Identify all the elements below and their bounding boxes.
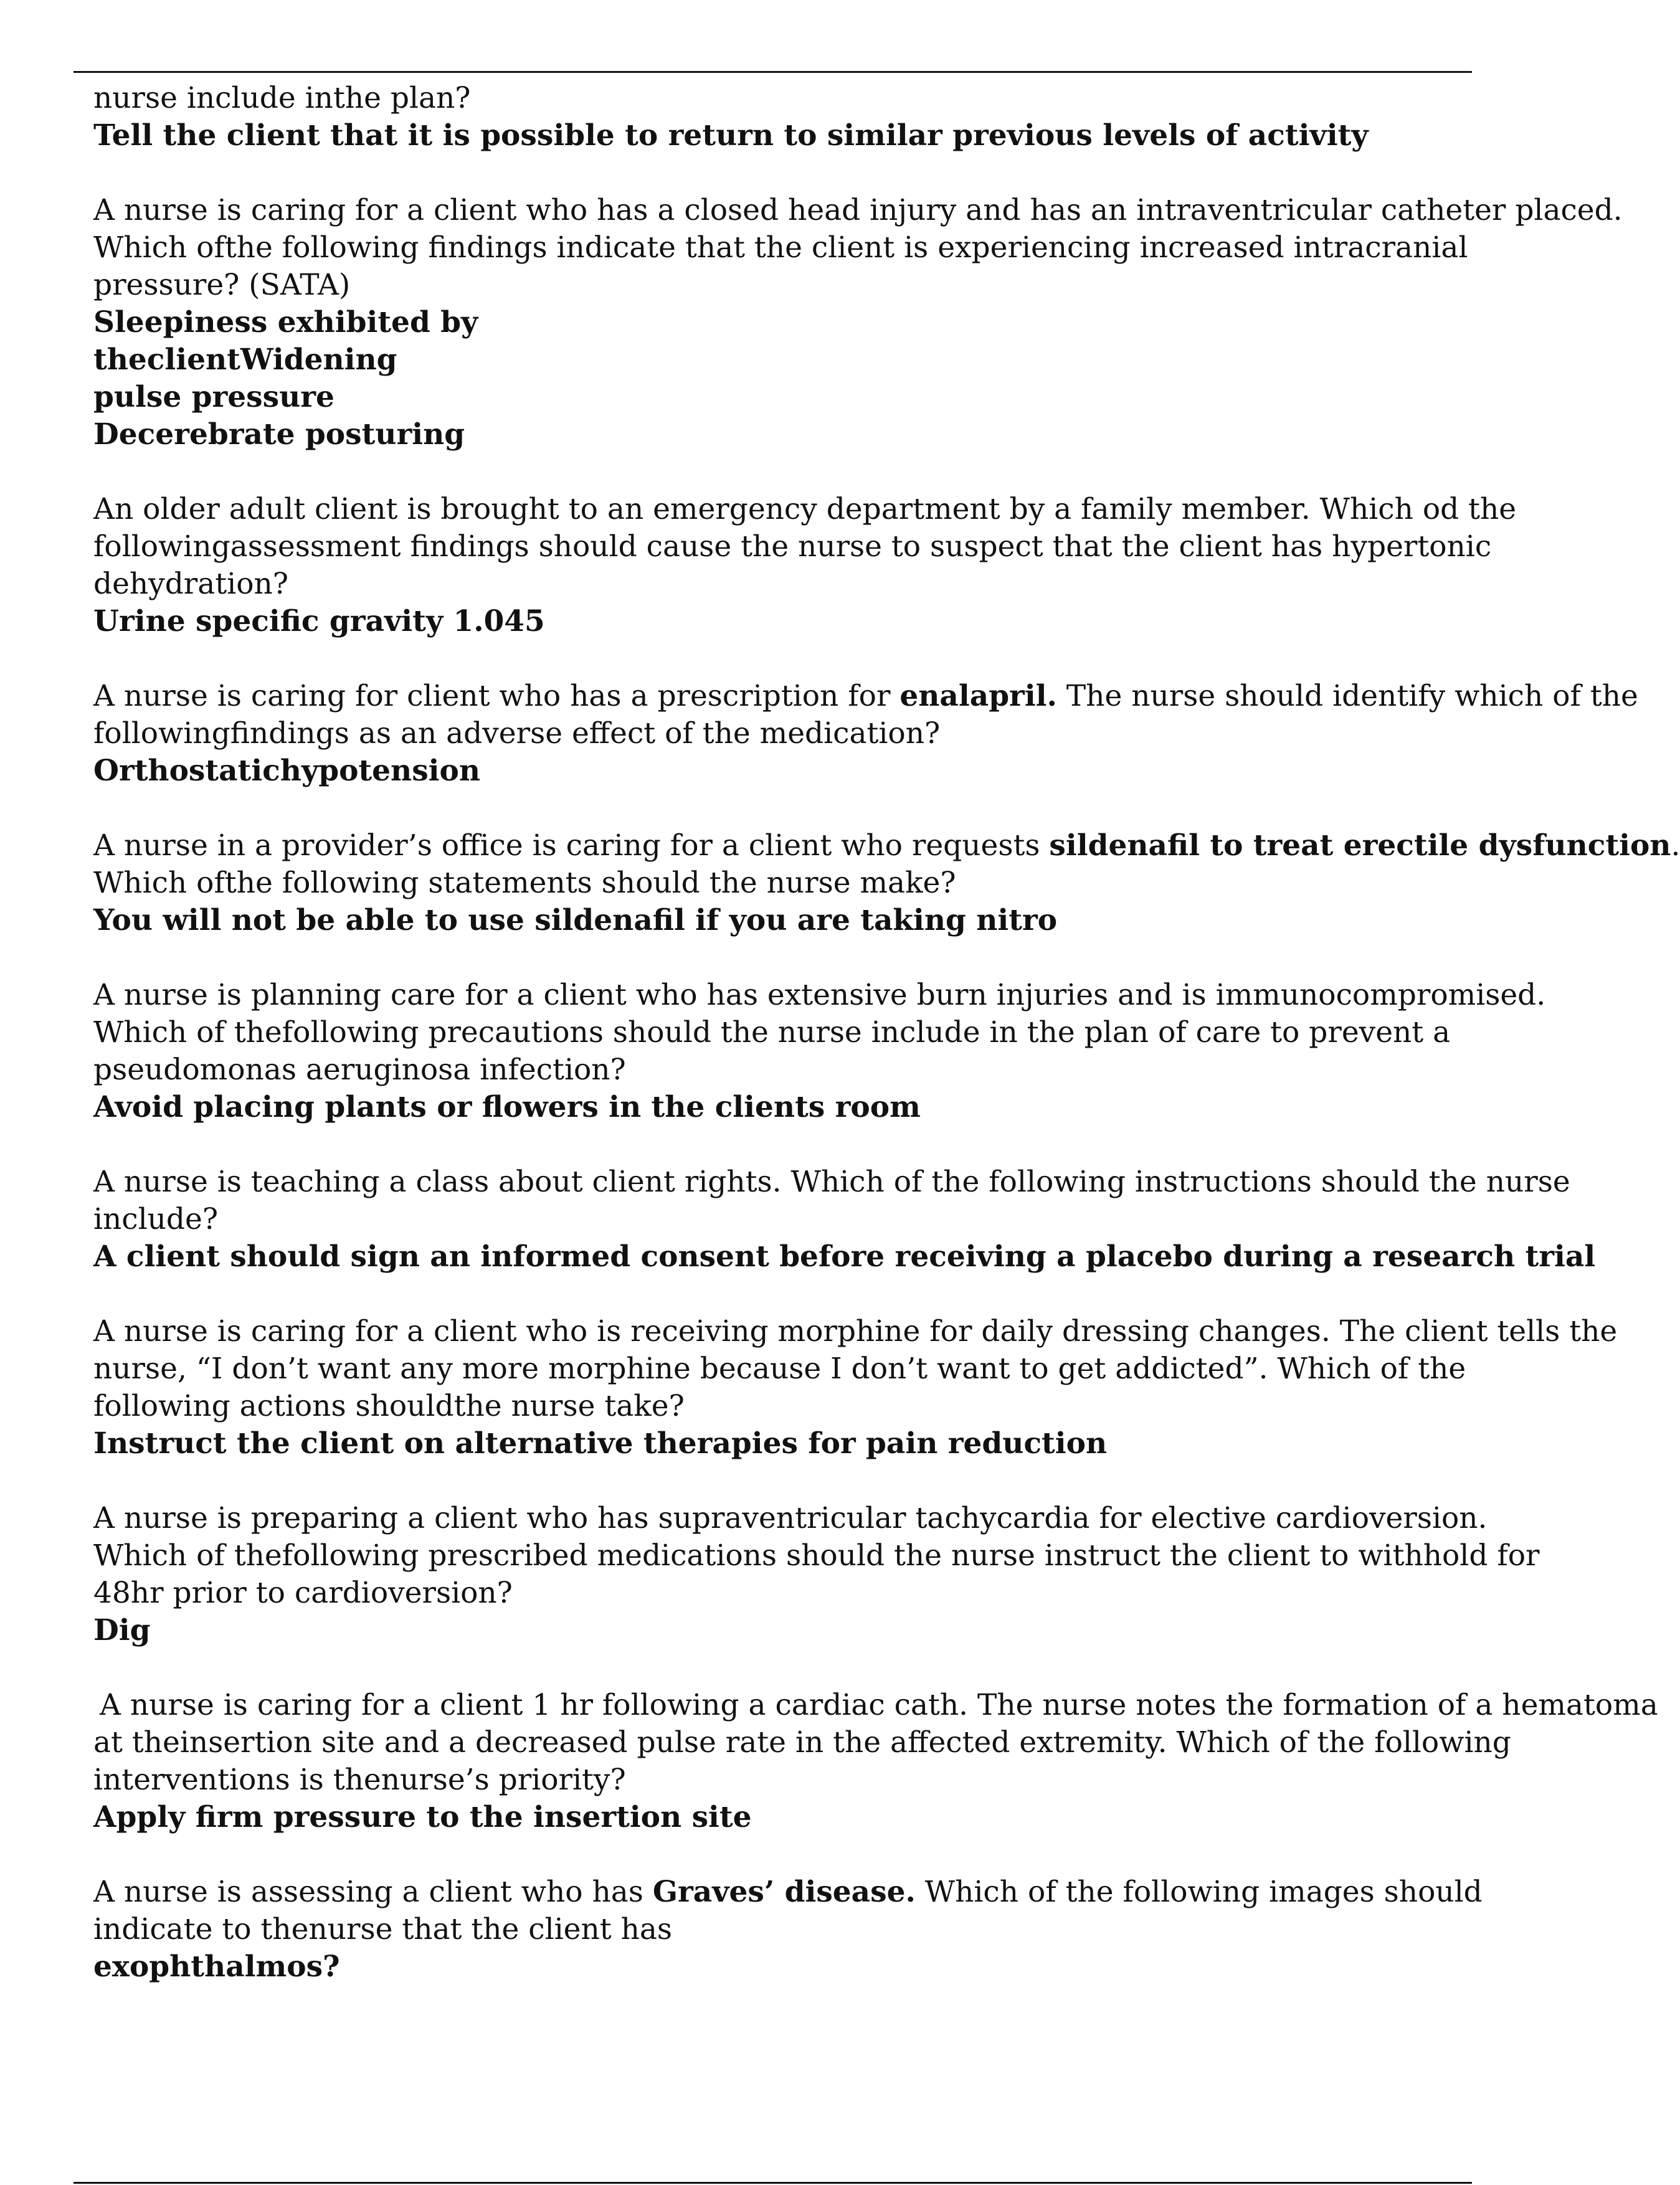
question-segment: The nurse should identify which of the (1056, 679, 1638, 713)
answer-text: Apply firm pressure to the insertion site (93, 1800, 752, 1834)
qa-block (93, 192, 1623, 453)
answer-text: Sleepiness exhibited by (93, 305, 478, 339)
qa-block (93, 1874, 1507, 1986)
qa-block (93, 827, 1680, 939)
answer-text: theclientWidening (93, 343, 397, 377)
question-text: Which of thefollowing precautions should the nurse include in the plan of care to prevent a (93, 1015, 1451, 1050)
question-text (93, 1874, 1507, 1911)
question-segment: Which of the following images should (915, 1875, 1483, 1909)
qa-block (93, 977, 1546, 1126)
drug-name: sildenafil to treat erectile dysfunction (1049, 828, 1671, 863)
question-text: followingassessment findings should cause the nurse to suspect that the client has hypertonic (93, 529, 1492, 564)
answer-text: Decerebrate posturing (93, 417, 465, 452)
question-text: 48hr prior to cardioversion? (93, 1576, 513, 1610)
qa-block (93, 491, 1517, 640)
disease-name: Graves’ disease. (652, 1875, 916, 1909)
question-text: A nurse is planning care for a client who has extensive burn injuries and is immunocompromised. (93, 978, 1546, 1012)
answer-text: Avoid placing plants or flowers in the clients room (93, 1090, 921, 1124)
question-text: dehydration? (93, 567, 288, 601)
qa-block (93, 1500, 1540, 1649)
question-text: An older adult client is brought to an emergency department by a family member. Which od the (93, 492, 1517, 526)
question-text: interventions is thenurse’s priority? (93, 1763, 626, 1797)
question-text: nurse include inthe plan? (93, 81, 471, 115)
question-text: A nurse is caring for a client 1 hr following a cardiac cath. The nurse notes the formation of a hematoma (100, 1688, 1658, 1722)
question-text: A nurse is teaching a class about client rights. Which of the following instructions should the nurse (93, 1165, 1570, 1199)
header-rule (74, 71, 1472, 73)
question-text: pseudomonas aeruginosa infection? (93, 1053, 626, 1087)
question-segment: A nurse in a provider’s office is caring for a client who requests (93, 828, 1050, 863)
qa-block (93, 1687, 1658, 1836)
qa-block (93, 678, 1638, 790)
answer-text: Tell the client that it is possible to return to similar previous levels of activity (93, 118, 1369, 153)
question-text: A nurse is caring for a client who has a closed head injury and has an intraventricular catheter placed. (93, 193, 1623, 227)
question-text: indicate to thenurse that the client has (93, 1912, 673, 1946)
answer-text: A client should sign an informed consent before receiving a placebo during a research trial (93, 1239, 1596, 1274)
answer-text: Dig (93, 1613, 151, 1647)
question-text: Which of thefollowing prescribed medications should the nurse instruct the client to withhold for (93, 1538, 1540, 1573)
question-text: at theinsertion site and a decreased pulse rate in the affected extremity. Which of the following (93, 1725, 1511, 1760)
qa-block (93, 1313, 1618, 1462)
qa-block (93, 1164, 1596, 1276)
question-segment: . (1671, 828, 1680, 863)
answer-text: You will not be able to use sildenafil if you are taking nitro (93, 903, 1058, 937)
footer-rule (74, 2182, 1472, 2184)
answer-text: Orthostatichypotension (93, 754, 481, 788)
question-text: followingfindings as an adverse effect of the medication? (93, 716, 941, 751)
answer-text: Urine specific gravity 1.045 (93, 604, 545, 638)
question-text: pressure? (SATA) (93, 268, 351, 302)
question-segment: A nurse is assessing a client who has (93, 1875, 653, 1909)
answer-text: Instruct the client on alternative therapies for pain reduction (93, 1426, 1108, 1461)
question-text: Which ofthe following findings indicate that the client is experiencing increased intracranial (93, 230, 1468, 265)
qa-block (93, 80, 1507, 154)
question-text: nurse, “I don’t want any more morphine because I don’t want to get addicted”. Which of the (93, 1352, 1466, 1386)
document-body (93, 80, 1680, 2023)
question-text (93, 678, 1638, 715)
question-text (93, 827, 1680, 865)
answer-text: exophthalmos? (93, 1950, 340, 1984)
question-text: Which ofthe following statements should the nurse make? (93, 866, 956, 900)
question-text: following actions shouldthe nurse take? (93, 1389, 685, 1423)
question-segment: A nurse is caring for client who has a prescription for (93, 679, 900, 713)
answer-text: pulse pressure (93, 380, 335, 414)
question-text: A nurse is caring for a client who is receiving morphine for daily dressing changes. The client tells the (93, 1314, 1618, 1348)
drug-name: enalapril. (899, 679, 1057, 713)
question-text: A nurse is preparing a client who has supraventricular tachycardia for elective cardioversion. (93, 1501, 1488, 1535)
question-text: include? (93, 1202, 219, 1236)
